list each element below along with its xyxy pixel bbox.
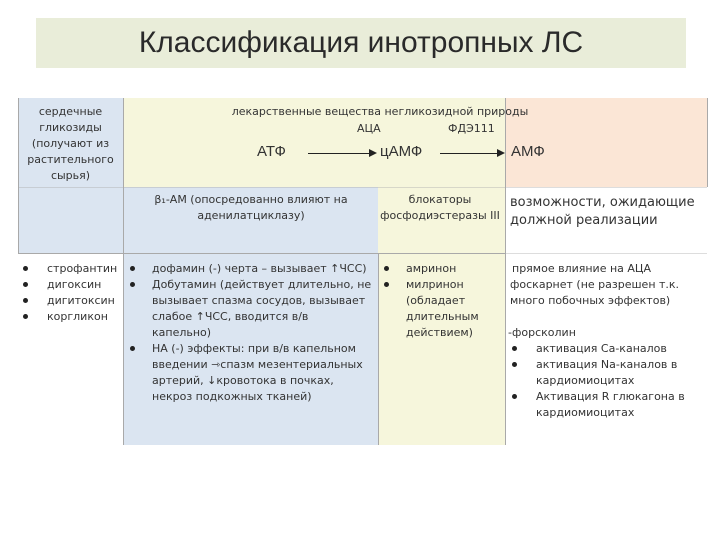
- title-bar: [36, 18, 686, 68]
- expected-item: активация Na-каналов в: [536, 358, 678, 371]
- expected-header-line: должной реализации: [510, 213, 658, 228]
- chain-arrow: [440, 153, 498, 154]
- beta-item-1-line: слабое ↑ЧСС, вводится в/в: [152, 310, 309, 323]
- pde-tail-line: действием): [406, 326, 473, 339]
- enzyme-pde3: ФДЭ111: [448, 122, 495, 135]
- glycosides-header-line: сердечные: [38, 105, 103, 118]
- chain-atp: АТФ: [257, 143, 286, 160]
- expected-item: активация Са-каналов: [536, 342, 667, 355]
- bullet-icon: [384, 282, 389, 287]
- glycosides-header: [20, 104, 121, 184]
- chain-amp: АМФ: [511, 143, 545, 160]
- grid-line: [707, 98, 708, 187]
- grid-line: [505, 187, 707, 188]
- pde-header: [370, 192, 510, 224]
- forskolin-label: -форсколин: [508, 326, 576, 339]
- bullet-icon: [130, 266, 135, 271]
- glycoside-item: строфантин: [47, 262, 118, 275]
- beta-item-2-line: артерий, ↓кровотока в почках,: [152, 374, 334, 387]
- bullet-icon: [512, 394, 517, 399]
- beta-item-1-line: капельно): [152, 326, 212, 339]
- bullet-icon: [512, 346, 517, 351]
- pde-header-line: фосфодиэстеразы III: [380, 209, 500, 222]
- bullet-icon: [23, 282, 28, 287]
- beta-header: [126, 192, 376, 224]
- bullet-icon: [130, 282, 135, 287]
- chain-arrow-head: [497, 149, 505, 157]
- glycosides-sub-cell: [18, 187, 123, 253]
- expected-header: [510, 194, 710, 230]
- pde-item: амринон: [406, 262, 457, 275]
- pde-item: милринон: [406, 278, 464, 291]
- expected-header-line: возможности, ожидающие: [510, 195, 695, 210]
- beta-item-1-line: вызывает спазма сосудов, вызывает: [152, 294, 366, 307]
- glycosides-header-line: растительного: [27, 153, 114, 166]
- expected-list: [536, 341, 711, 421]
- grid-line: [505, 98, 506, 445]
- nonglycoside-header: лекарственные вещества негликозидной природы: [231, 105, 529, 118]
- grid-line: [18, 187, 123, 188]
- beta-item-2-line: введении ⇾спазм мезентериальных: [152, 358, 363, 371]
- expected-direct: [510, 261, 710, 309]
- beta-item-1-line: Добутамин (действует длительно, не: [152, 278, 372, 291]
- chain-arrow: [308, 153, 370, 154]
- grid-line: [123, 98, 124, 445]
- direct-line: прямое влияние на АЦА: [512, 262, 651, 275]
- beta-item-2-line: НА (-) эффекты: при в/в капельном: [152, 342, 356, 355]
- bullet-icon: [130, 346, 135, 351]
- bullet-icon: [384, 266, 389, 271]
- beta-header-line: β₁-АМ (опосредованно влияют на: [154, 193, 348, 206]
- enzyme-aca: АЦА: [357, 122, 381, 135]
- beta-item-1-line: дофамин (-) черта – вызывает ↑ЧСС): [152, 262, 367, 275]
- glycoside-item: дигоксин: [47, 278, 102, 291]
- bullet-icon: [23, 266, 28, 271]
- chain-camp: цАМФ: [380, 143, 423, 160]
- grid-line: [18, 98, 19, 253]
- beta-item-2-line: некроз подкожных тканей): [152, 390, 312, 403]
- chain-arrow-head: [369, 149, 377, 157]
- pde-tail-line: (обладает: [406, 294, 466, 307]
- bullet-icon: [23, 314, 28, 319]
- page-title: Классификация инотропных ЛС: [138, 26, 584, 59]
- expected-item: кардиомиоцитах: [536, 374, 635, 387]
- beta-list: [152, 261, 378, 405]
- pde-header-line: блокаторы: [408, 193, 472, 206]
- beta-header-line: аденилатциклазу): [197, 209, 305, 222]
- expected-item: кардиомиоцитах: [536, 406, 635, 419]
- grid-line: [505, 253, 707, 254]
- grid-line: [378, 253, 379, 445]
- glycoside-item: дигитоксин: [47, 294, 115, 307]
- expected-item: Активация R глюкагона в: [536, 390, 685, 403]
- pde-list: [406, 261, 479, 341]
- glycosides-header-line: (получают из: [31, 137, 110, 150]
- bullet-icon: [512, 362, 517, 367]
- glycosides-header-line: сырья): [50, 169, 91, 182]
- bullet-icon: [23, 298, 28, 303]
- grid-line: [123, 187, 505, 188]
- pde-tail-line: длительным: [406, 310, 479, 323]
- direct-line: фоскарнет (не разрешен т.к.: [510, 278, 680, 291]
- direct-line: много побочных эффектов): [510, 294, 671, 307]
- glycosides-list: [47, 261, 117, 325]
- grid-line: [18, 253, 505, 254]
- glycosides-header-line: гликозиды: [39, 121, 102, 134]
- glycoside-item: коргликон: [47, 310, 108, 323]
